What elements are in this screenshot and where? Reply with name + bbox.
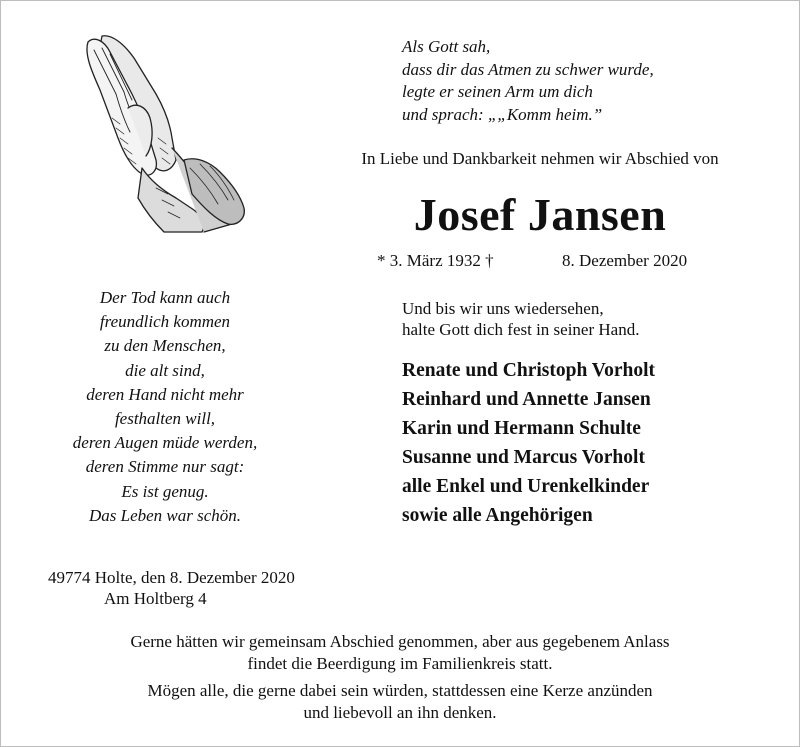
closing-line: findet die Beerdigung im Familienkreis statt. <box>247 653 553 673</box>
sender-address <box>48 567 368 609</box>
closing-line: Mögen alle, die gerne dabei sein würden, stattdessen eine Kerze anzünden <box>147 681 653 700</box>
death-date: 8. Dezember 2020 <box>562 251 688 270</box>
closing-line: und liebevoll an ihn denken. <box>303 702 497 722</box>
verse-line: Und bis wir uns wiedersehen, <box>402 299 604 318</box>
poem-left-line: deren Stimme nur sagt: <box>85 457 245 477</box>
poem-left-line: deren Hand nicht mehr <box>86 384 244 404</box>
mourner-line: Renate und Christoph Vorholt <box>402 360 656 381</box>
verse-line: halte Gott dich fest in seiner Hand. <box>402 320 640 339</box>
poem-left <box>20 286 310 528</box>
poem-top <box>402 36 762 126</box>
poem-left-line: Das Leben war schön. <box>88 505 242 525</box>
poem-left-line: festhalten will, <box>114 409 216 429</box>
poem-left-line: freundlich kommen <box>99 312 231 332</box>
poem-top-line: legte er seinen Arm um dich <box>402 82 593 101</box>
poem-left-line: Der Tod kann auch <box>99 288 231 307</box>
deceased-name: Josef Jansen <box>413 189 667 240</box>
poem-top-line: Als Gott sah, <box>402 37 491 56</box>
intro-text: In Liebe und Dankbarkeit nehmen wir Abschied von <box>361 149 719 168</box>
farewell-verse <box>402 298 782 340</box>
life-dates <box>377 250 777 272</box>
mourner-line: Susanne und Marcus Vorholt <box>402 447 645 468</box>
street-address: Am Holtberg 4 <box>104 589 207 608</box>
poem-top-line: dass dir das Atmen zu schwer wurde, <box>402 59 654 79</box>
mourners-list <box>402 356 782 530</box>
poem-left-line: die alt sind, <box>125 360 205 380</box>
birth-date: * 3. März 1932 † <box>377 251 494 270</box>
poem-left-line: zu den Menschen, <box>104 336 226 356</box>
praying-hands-icon <box>72 28 250 234</box>
place-date: 49774 Holte, den 8. Dezember 2020 <box>48 568 295 587</box>
poem-top-line: und sprach: „„Komm heim.” <box>402 104 603 124</box>
mourner-line: alle Enkel und Urenkelkinder <box>402 476 650 497</box>
closing-note <box>0 631 800 723</box>
mourner-line: Reinhard und Annette Jansen <box>402 389 651 410</box>
mourner-line: sowie alle Angehörigen <box>402 505 593 526</box>
poem-left-line: deren Augen müde werden, <box>72 433 258 453</box>
poem-left-line: Es ist genug. <box>121 481 209 501</box>
closing-line: Gerne hätten wir gemeinsam Abschied genommen, aber aus gegebenem Anlass <box>130 632 670 651</box>
mourner-line: Karin und Hermann Schulte <box>402 418 641 439</box>
